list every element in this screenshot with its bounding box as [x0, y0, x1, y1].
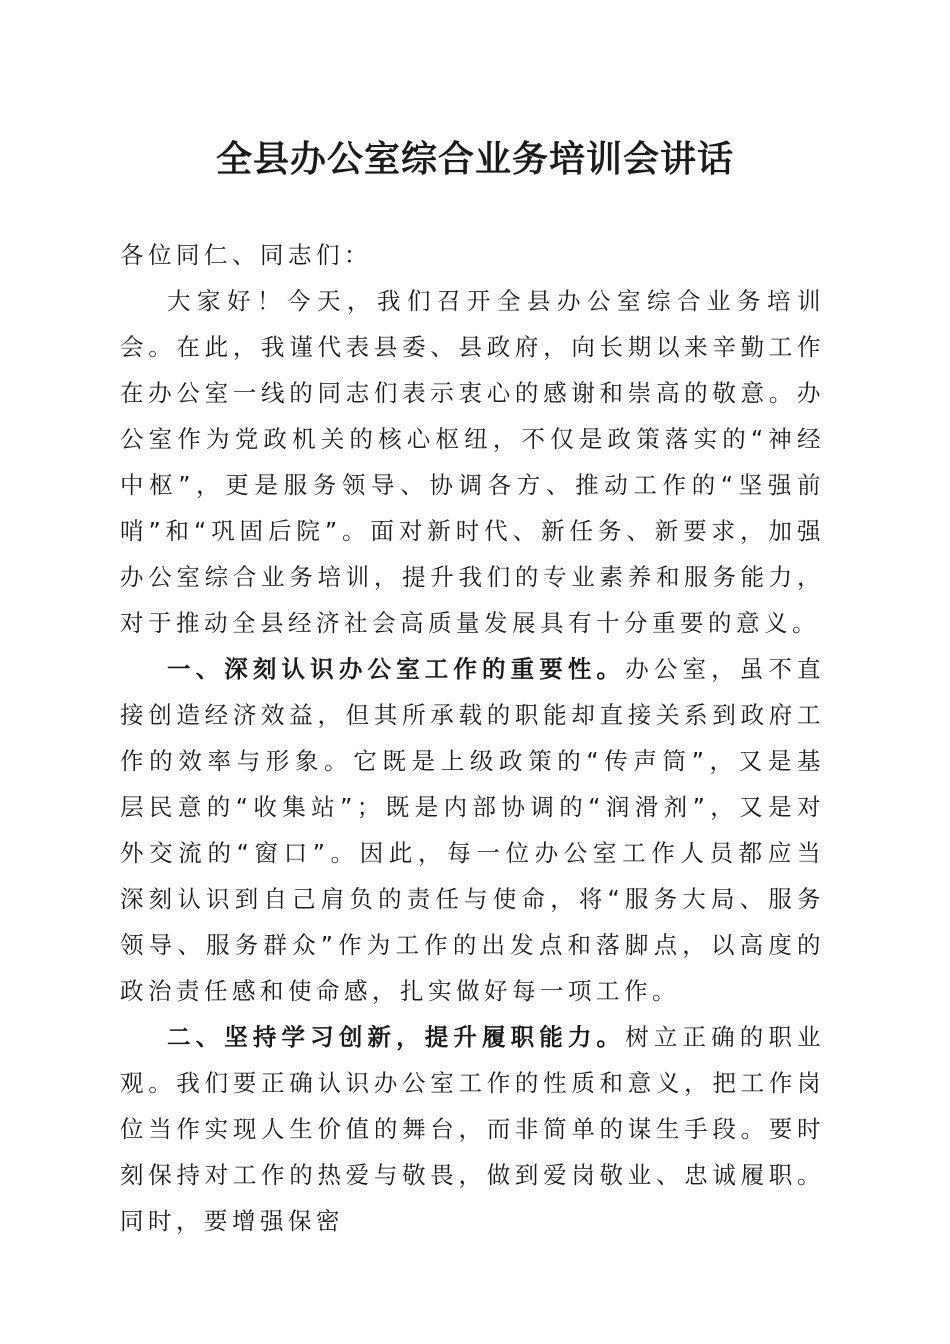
- section-1-text: 办公室，虽不直接创造经济效益，但其所承载的职能却直接关系到政府工作的效率与形象。它既是上级政策的“传声筒”，又是基层民意的“收集站”；既是内部协调的“润滑剂”，又是对外交流的“窗口”。因此，每一位办公室工作人员都应当深刻认识到自己肩负的责任与使命，将“服务大局、服务领导、服务群众”作为工作的出发点和落脚点，以高度的政治责任感和使命感，扎实做好每一项工作。: [120, 655, 826, 1005]
- document-body: [120, 232, 825, 1244]
- paragraph-section-2: [120, 1014, 825, 1244]
- section-2-heading: 二、坚持学习创新，提升履职能力。: [167, 1023, 626, 1051]
- paragraph-section-1: [120, 646, 825, 1014]
- paragraph-opening-text: 大家好！今天，我们召开全县办公室综合业务培训会。在此，我谨代表县委、县政府，向长期以来辛勤工作在办公室一线的同志们表示衷心的感谢和崇高的敬意。办公室作为党政机关的核心枢纽，不仅是政策落实的“神经中枢”，更是服务领导、协调各方、推动工作的“坚强前哨”和“巩固后院”。面对新时代、新任务、新要求，加强办公室综合业务培训，提升我们的专业素养和服务能力，对于推动全县经济社会高质量发展具有十分重要的意义。: [120, 287, 825, 637]
- salutation: 各位同仁、同志们：: [120, 241, 372, 269]
- section-1-heading: 一、深刻认识办公室工作的重要性。: [167, 655, 626, 683]
- section-2-text: 树立正确的职业观。我们要正确认识办公室工作的性质和意义，把工作岗位当作实现人生价值的舞台，而非简单的谋生手段。要时刻保持对工作的热爱与敬畏，做到爱岗敬业、忠诚履职。同时，要增强保密: [120, 1023, 826, 1235]
- document-title: 全县办公室综合业务培训会讲话: [215, 138, 734, 180]
- paragraph-opening: [120, 278, 825, 646]
